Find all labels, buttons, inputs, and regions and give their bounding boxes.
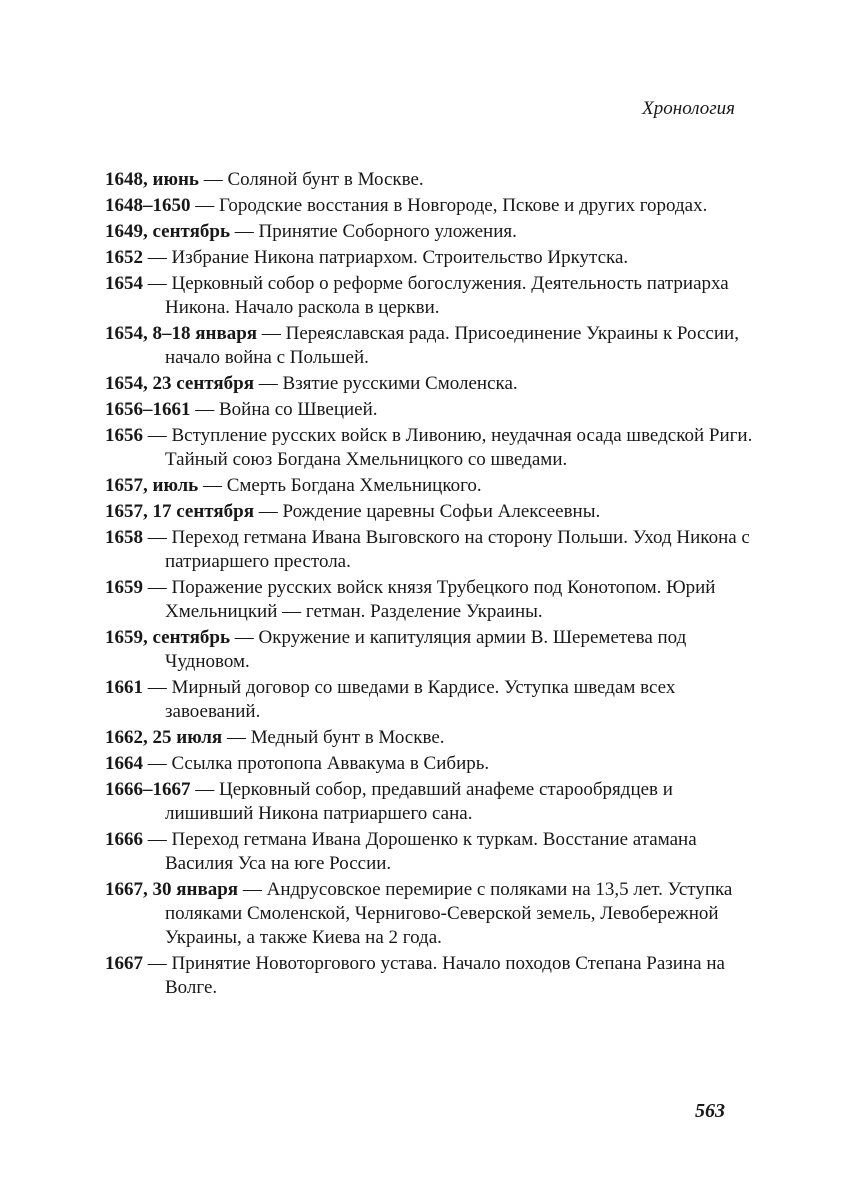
- entry-text: Поражение русских войск князя Трубецкого под Конотопом. Юрий Хмельницкий — гетман. Разделение Украины.: [165, 577, 716, 622]
- chronology-entry: [105, 168, 760, 192]
- chronology-entry: [105, 372, 760, 396]
- entry-date: 1658: [105, 527, 143, 548]
- entry-text: Окружение и капитуляция армии В. Шереметева под Чудновом.: [165, 627, 687, 672]
- entry-date: 1648–1650: [105, 195, 191, 216]
- entry-separator: —: [195, 195, 215, 216]
- chronology-entry: [105, 322, 760, 370]
- entry-separator: —: [234, 627, 254, 648]
- entry-text: Взятие русскими Смоленска.: [282, 373, 518, 394]
- entry-date: 1667, 30 января: [105, 879, 239, 900]
- chronology-entry: [105, 576, 760, 624]
- entry-date: 1659: [105, 577, 143, 598]
- entry-date: 1649, сентябрь: [105, 221, 231, 242]
- entry-separator: —: [147, 273, 167, 294]
- chronology-entry: [105, 526, 760, 574]
- entry-separator: —: [203, 169, 223, 190]
- running-header: Хронология: [642, 98, 735, 119]
- entry-text: Городские восстания в Новгороде, Пскове и других городах.: [219, 195, 708, 216]
- chronology-entry: [105, 500, 760, 524]
- entry-separator: —: [147, 677, 167, 698]
- entry-date: 1661: [105, 677, 143, 698]
- chronology-entry: [105, 878, 760, 950]
- entry-separator: —: [195, 399, 215, 420]
- entry-separator: —: [234, 221, 254, 242]
- entry-date: 1657, июль: [105, 475, 199, 496]
- entry-separator: —: [147, 953, 167, 974]
- entry-date: 1654, 23 сентября: [105, 373, 255, 394]
- entry-date: 1656: [105, 425, 143, 446]
- entry-text: Соляной бунт в Москве.: [227, 169, 424, 190]
- entry-text: Ссылка протопопа Аввакума в Сибирь.: [171, 753, 490, 774]
- chronology-list: [105, 168, 760, 1002]
- entry-text: Церковный собор, предавший анафеме старообрядцев и лишивший Никона патриаршего сана.: [165, 779, 673, 824]
- entry-date: 1654: [105, 273, 143, 294]
- chronology-entry: [105, 752, 760, 776]
- chronology-entry: [105, 194, 760, 218]
- entry-text: Вступление русских войск в Ливонию, неудачная осада шведской Риги. Тайный союз Богдана Хмельницкого со шведами.: [165, 425, 753, 470]
- entry-separator: —: [258, 373, 278, 394]
- entry-text: Медный бунт в Москве.: [250, 727, 445, 748]
- entry-text: Церковный собор о реформе богослужения. Деятельность патриарха Никона. Начало раскола в церкви.: [165, 273, 729, 318]
- entry-separator: —: [147, 577, 167, 598]
- entry-date: 1664: [105, 753, 143, 774]
- entry-separator: —: [202, 475, 222, 496]
- entry-text: Избрание Никона патриархом. Строительство Иркутска.: [171, 247, 629, 268]
- chronology-entry: [105, 424, 760, 472]
- entry-separator: —: [258, 501, 278, 522]
- entry-text: Принятие Соборного уложения.: [258, 221, 517, 242]
- entry-text: Переход гетмана Ивана Дорошенко к туркам. Восстание атамана Василия Уса на юге России.: [165, 829, 697, 874]
- entry-text: Мирный договор со шведами в Кардисе. Уступка шведам всех завоеваний.: [165, 677, 676, 722]
- chronology-entry: [105, 828, 760, 876]
- entry-text: Переяславская рада. Присоединение Украины к России, начало война с Польшей.: [165, 323, 739, 368]
- entry-text: Смерть Богдана Хмельницкого.: [226, 475, 482, 496]
- entry-date: 1648, июнь: [105, 169, 199, 190]
- entry-text: Переход гетмана Ивана Выговского на сторону Польши. Уход Никона с патриаршего престола.: [165, 527, 750, 572]
- entry-text: Война со Швецией.: [219, 399, 378, 420]
- chronology-entry: [105, 398, 760, 422]
- entry-date: 1667: [105, 953, 143, 974]
- entry-date: 1652: [105, 247, 143, 268]
- entry-separator: —: [242, 879, 262, 900]
- entry-date: 1666–1667: [105, 779, 191, 800]
- entry-date: 1666: [105, 829, 143, 850]
- entry-separator: —: [147, 753, 167, 774]
- entry-date: 1659, сентябрь: [105, 627, 231, 648]
- entry-date: 1656–1661: [105, 399, 191, 420]
- page-number: 563: [695, 1100, 725, 1122]
- entry-separator: —: [226, 727, 246, 748]
- entry-separator: —: [261, 323, 281, 344]
- chronology-entry: [105, 246, 760, 270]
- entry-text: Принятие Новоторгового устава. Начало походов Степана Разина на Волге.: [165, 953, 725, 998]
- chronology-entry: [105, 778, 760, 826]
- entry-separator: —: [195, 779, 215, 800]
- entry-date: 1662, 25 июля: [105, 727, 223, 748]
- chronology-entry: [105, 220, 760, 244]
- chronology-entry: [105, 726, 760, 750]
- entry-date: 1654, 8–18 января: [105, 323, 258, 344]
- entry-separator: —: [147, 829, 167, 850]
- entry-date: 1657, 17 сентября: [105, 501, 255, 522]
- entry-separator: —: [147, 527, 167, 548]
- chronology-entry: [105, 272, 760, 320]
- chronology-entry: [105, 626, 760, 674]
- chronology-entry: [105, 676, 760, 724]
- chronology-entry: [105, 474, 760, 498]
- chronology-entry: [105, 952, 760, 1000]
- entry-text: Андрусовское перемирие с поляками на 13,5 лет. Уступка поляками Смоленской, Чернигово-Северской земель, Левобережной Украины, а также Киева на 2 года.: [165, 879, 733, 948]
- entry-separator: —: [147, 247, 167, 268]
- entry-text: Рождение царевны Софьи Алексеевны.: [282, 501, 601, 522]
- entry-separator: —: [147, 425, 167, 446]
